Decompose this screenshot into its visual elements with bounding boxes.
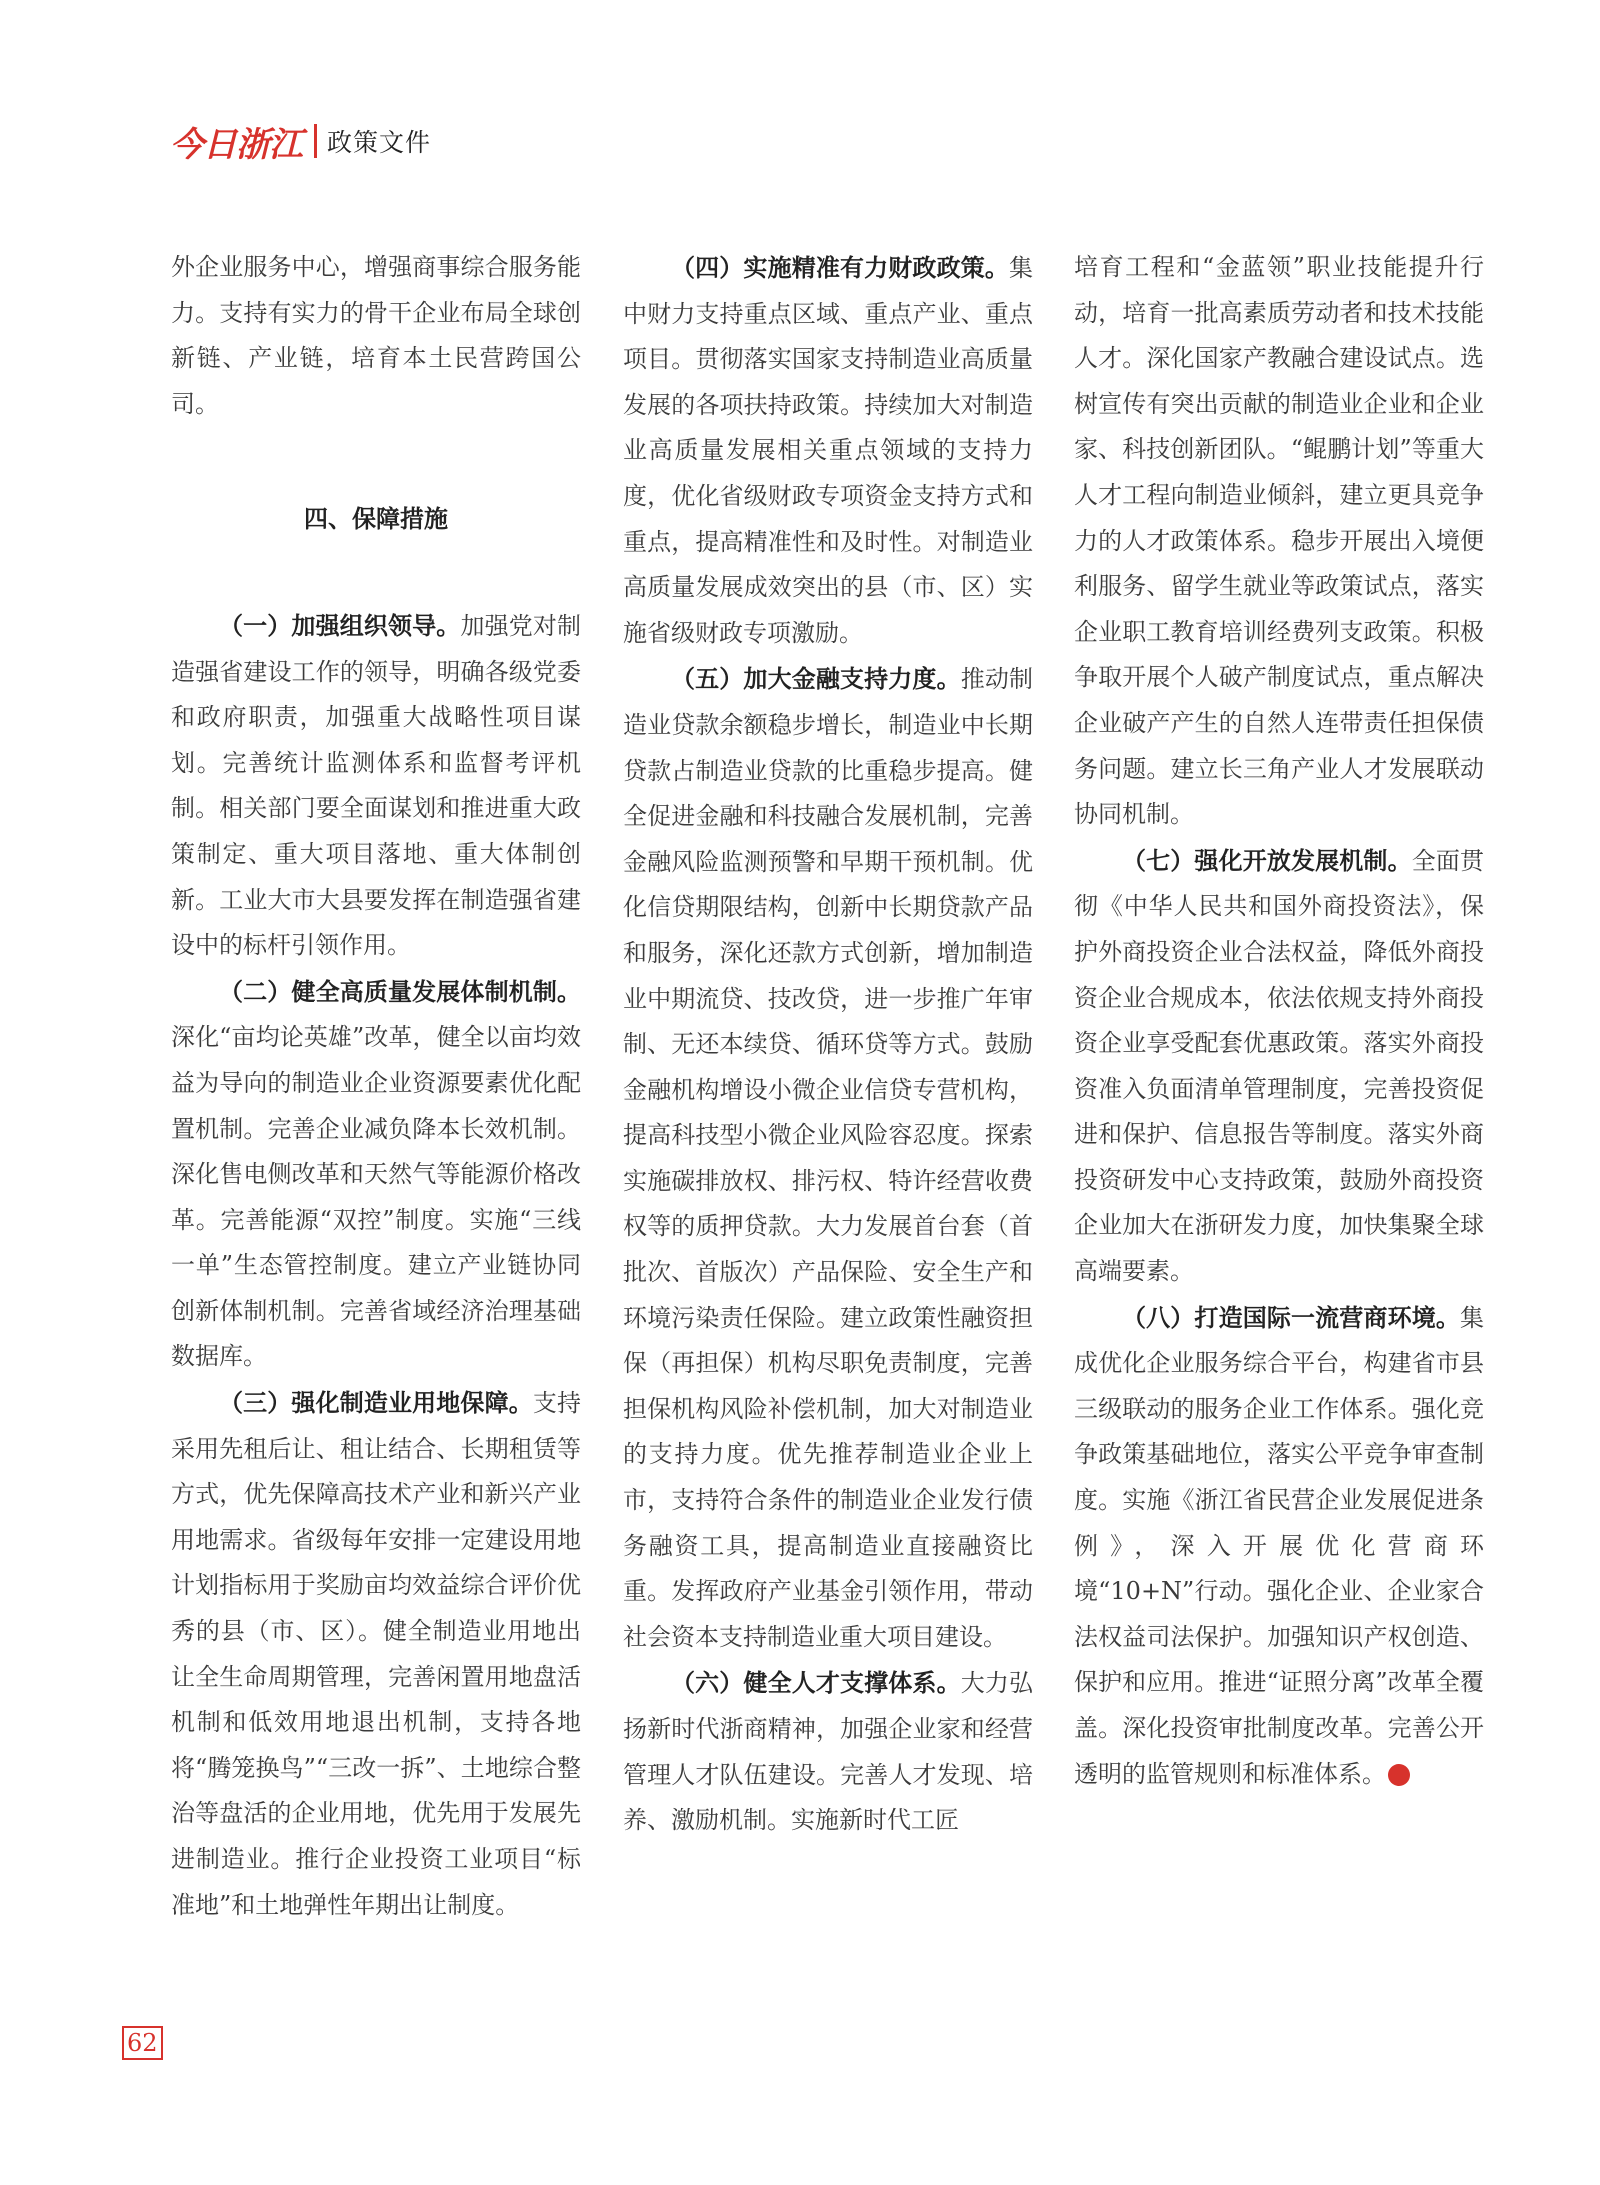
paragraph-body: 大力弘扬新时代浙商精神，加强企业家和经营管理人才队伍建设。完善人才发现、培养、激励机制。实施新时代工匠 bbox=[623, 1669, 1034, 1835]
header-divider bbox=[314, 124, 317, 158]
paragraph-7 bbox=[1074, 838, 1484, 1295]
paragraph-1 bbox=[171, 603, 581, 969]
section-label: 政策文件 bbox=[327, 128, 432, 157]
paragraph-3 bbox=[171, 1380, 581, 1928]
paragraph-body: 集成优化企业服务综合平台，构建省市县三级联动的服务企业工作体系。强化竞争政策基础地位，落实公平竞争审查制度。实施《浙江省民营企业发展促进条例》，深入开展优化营商环境“10+N”行动。强化企业、企业家合法权益司法保护。加强知识产权创造、保护和应用。推进“证照分离”改革全覆盖。深化投资审批制度改革。完善公开透明的监管规则和标准体系。 bbox=[1074, 1303, 1484, 1788]
paragraph-body: 支持采用先租后让、租让结合、长期租赁等方式，优先保障高技术产业和新兴产业用地需求。省级每年安排一定建设用地计划指标用于奖励亩均效益综合评价优秀的县（市、区）。健全制造业用地出让全生命周期管理，完善闲置用地盘活机制和低效用地退出机制，支持各地将“腾笼换鸟”“三改一拆”、土地综合整治等盘活的企业用地，优先用于发展先进制造业。推行企业投资工业项目“标准地”和土地弹性年期出让制度。 bbox=[171, 1389, 582, 1919]
text-column-2 bbox=[623, 245, 1033, 1844]
page-number: 62 bbox=[122, 2026, 163, 2060]
paragraph-lead: （三）强化制造业用地保障。 bbox=[219, 1388, 533, 1418]
section-heading: 四、保障措施 bbox=[304, 505, 448, 534]
paragraph-6-continued: 培育工程和“金蓝领”职业技能提升行动，培育一批高素质劳动者和技术技能人才。深化国家产教融合建设试点。选树宣传有突出贡献的制造业企业和企业家、科技创新团队。“鲲鹏计划”等重大人才工程向制造业倾斜，建立更具竞争力的人才政策体系。稳步开展出入境便利服务、留学生就业等政策试点，落实企业职工教育培训经费列支政策。积极争取开展个人破产制度试点，重点解决企业破产产生的自然人连带责任担保债务问题。建立长三角产业人才发展联动协同机制。 bbox=[1074, 253, 1484, 829]
paragraph-4 bbox=[623, 245, 1033, 656]
paragraph-lead: （五）加大金融支持力度。 bbox=[671, 664, 961, 694]
paragraph-intro: 外企业服务中心，增强商事综合服务能力。支持有实力的骨干企业布局全球创新链、产业链，培育本土民营跨国公司。 bbox=[171, 253, 581, 418]
paragraph-lead: （六）健全人才支撑体系。 bbox=[671, 1668, 961, 1698]
text-column-3 bbox=[1074, 245, 1484, 1797]
page-header bbox=[170, 118, 431, 164]
paragraph-8 bbox=[1074, 1295, 1484, 1798]
paragraph-lead: （二）健全高质量发展体制机制。 bbox=[219, 976, 581, 1006]
paragraph-lead: （七）强化开放发展机制。 bbox=[1122, 845, 1412, 875]
paragraph-lead: （八）打造国际一流营商环境。 bbox=[1122, 1302, 1460, 1332]
paragraph-lead: （一）加强组织领导。 bbox=[219, 610, 461, 640]
paragraph-body: 推动制造业贷款余额稳步增长，制造业中长期贷款占制造业贷款的比重稳步提高。健全促进金融和科技融合发展机制，完善金融风险监测预警和早期干预机制。优化信贷期限结构，创新中长期贷款产品和服务，深化还款方式创新，增加制造业中期流贷、技改贷，进一步推广年审制、无还本续贷、循环贷等方式。鼓励金融机构增设小微企业信贷专营机构，提高科技型小微企业风险容忍度。探索实施碳排放权、排污权、特许经营收费权等的质押贷款。大力发展首台套（首批次、首版次）产品保险、安全生产和环境污染责任保险。建立政策性融资担保（再担保）机构尽职免责制度，完善担保机构风险补偿机制，加大对制造业的支持力度。优先推荐制造业企业上市，支持符合条件的制造业企业发行债务融资工具，提高制造业直接融资比重。发挥政府产业基金引领作用，带动社会资本支持制造业重大项目建设。 bbox=[623, 665, 1034, 1651]
paragraph-6 bbox=[623, 1660, 1033, 1843]
magazine-logo: 今日浙江 bbox=[170, 124, 302, 165]
paragraph-body: 加强党对制造强省建设工作的领导，明确各级党委和政府职责，加强重大战略性项目谋划。完善统计监测体系和监督考评机制。相关部门要全面谋划和推进重大政策制定、重大项目落地、重大体制创新。工业大市大县要发挥在制造强省建设中的标杆引领作用。 bbox=[171, 611, 582, 960]
paragraph-2 bbox=[171, 969, 581, 1380]
text-column-1 bbox=[171, 245, 581, 1928]
paragraph-body: 集中财力支持重点区域、重点产业、重点项目。贯彻落实国家支持制造业高质量发展的各项扶持政策。持续加大对制造业高质量发展相关重点领域的支持力度，优化省级财政专项资金支持方式和重点，提高精准性和及时性。对制造业高质量发展成效突出的县（市、区）实施省级财政专项激励。 bbox=[623, 254, 1033, 647]
paragraph-body: 深化“亩均论英雄”改革，健全以亩均效益为导向的制造业企业资源要素优化配置机制。完善企业减负降本长效机制。深化售电侧改革和天然气等能源价格改革。完善能源“双控”制度。实施“三线一单”生态管控制度。建立产业链协同创新体制机制。完善省域经济治理基础数据库。 bbox=[171, 1023, 581, 1371]
paragraph-5 bbox=[623, 656, 1033, 1660]
paragraph-body: 全面贯彻《中华人民共和国外商投资法》，保护外商投资企业合法权益，降低外商投资企业合规成本，依法依规支持外商投资企业享受配套优惠政策。落实外商投资准入负面清单管理制度，完善投资促进和保护、信息报告等制度。落实外商投资研发中心支持政策，鼓励外商投资企业加大在浙研发力度，加快集聚全球高端要素。 bbox=[1074, 846, 1485, 1286]
paragraph-lead: （四）实施精准有力财政政策。 bbox=[671, 253, 1009, 282]
end-mark-icon: 今 bbox=[1388, 1764, 1410, 1786]
